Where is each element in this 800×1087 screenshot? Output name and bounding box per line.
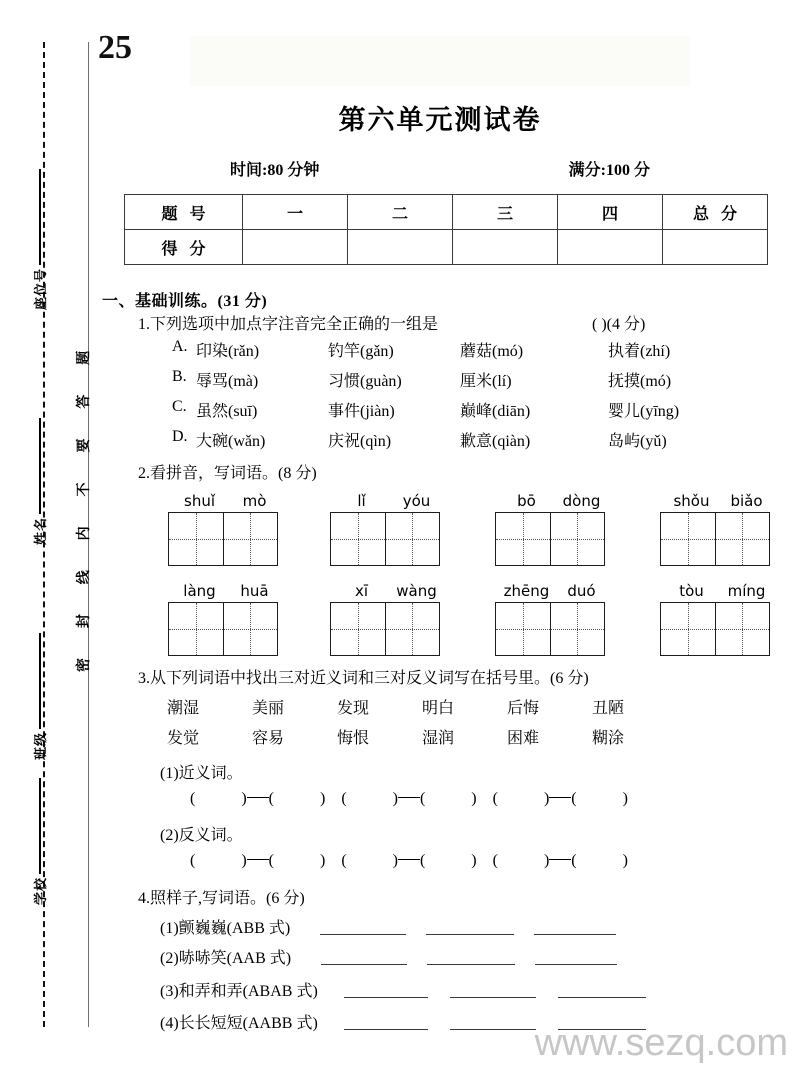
- header-tint-band: [190, 36, 690, 86]
- word-bank-item: 明白: [422, 700, 455, 717]
- option-item: 钓竿(gǎn): [328, 343, 394, 360]
- page-number: 25: [98, 29, 132, 66]
- option-item: 辱骂(mà): [196, 373, 259, 390]
- answer-bracket[interactable]: ( ): [492, 852, 550, 869]
- option-item: 虽然(suī): [196, 403, 258, 420]
- option-item: 岛屿(yǔ): [608, 433, 667, 450]
- pair-dash: [247, 859, 269, 860]
- pinyin-label: [660, 492, 778, 510]
- question-4-number: 4.: [138, 890, 150, 907]
- answer-blank[interactable]: [426, 918, 514, 935]
- score-cell[interactable]: [348, 230, 453, 265]
- pinyin-syllable: bō: [517, 492, 536, 510]
- word-bank-item: 困难: [507, 730, 540, 747]
- question-1-answer-bracket[interactable]: ( ): [592, 316, 607, 333]
- sidebar-field-rule: [39, 169, 41, 265]
- tianzige-boxes[interactable]: [330, 512, 440, 566]
- answer-blank[interactable]: [320, 918, 406, 935]
- option-item: 厘米(lí): [460, 373, 512, 390]
- option-item: 印染(rǎn): [196, 343, 260, 360]
- score-cell[interactable]: [453, 230, 558, 265]
- table-row: [125, 230, 768, 265]
- pinyin-grid-7[interactable]: [495, 582, 613, 656]
- question-3-synonym-answers[interactable]: [190, 790, 628, 808]
- tianzige-boxes[interactable]: [495, 602, 605, 656]
- word-bank-item: 丑陋: [592, 700, 625, 717]
- pattern-label: (4)长长短短(AABB 式): [160, 1015, 318, 1032]
- word-bank-item: 后悔: [507, 700, 540, 717]
- score-table-col-1: 一: [243, 195, 348, 230]
- question-1-option-d[interactable]: [172, 428, 740, 451]
- pinyin-syllable: huā: [240, 582, 269, 600]
- sidebar-field-label: 座位号: [33, 267, 48, 310]
- answer-bracket[interactable]: ( ): [190, 852, 247, 869]
- question-3-sub-2-label: (2)反义词。: [160, 827, 243, 844]
- pinyin-label: [495, 582, 613, 600]
- option-label: A.: [172, 338, 188, 355]
- pinyin-syllable: wàng: [396, 582, 437, 600]
- word-bank-row-1: [167, 695, 677, 718]
- pinyin-grid-8[interactable]: [660, 582, 778, 656]
- question-4-item-1: [160, 915, 616, 938]
- sidebar-field-rule: [39, 418, 41, 514]
- option-item: 蘑菇(mó): [460, 343, 524, 360]
- pinyin-label: [330, 582, 448, 600]
- sidebar-field-name: [30, 418, 49, 545]
- pinyin-syllable: mò: [242, 492, 267, 510]
- option-item: 巅峰(diān): [460, 403, 531, 420]
- question-2-prompt: [138, 460, 317, 483]
- site-watermark: www.sezq.com: [534, 1022, 788, 1064]
- tianzige-cell[interactable]: [550, 603, 604, 655]
- word-bank-row-2: [167, 725, 677, 748]
- score-cell[interactable]: [243, 230, 348, 265]
- question-4-item-3: [160, 978, 646, 1001]
- word-bank-item: 潮湿: [167, 700, 200, 717]
- seal-warning-text: 密 封 线 内 不 要 答 题: [75, 337, 91, 672]
- pinyin-syllable: míng: [727, 582, 766, 600]
- score-table: [124, 194, 768, 265]
- answer-bracket[interactable]: ( ): [341, 790, 398, 807]
- tianzige-cell[interactable]: [385, 603, 439, 655]
- option-label: C.: [172, 398, 187, 415]
- score-cell[interactable]: [558, 230, 663, 265]
- answer-bracket[interactable]: ( ): [190, 790, 247, 807]
- sidebar-field-label: 姓名: [33, 516, 48, 545]
- pinyin-grid-6[interactable]: [330, 582, 448, 656]
- answer-blank[interactable]: [535, 948, 617, 965]
- pinyin-label: [330, 492, 448, 510]
- question-3-text: 从下列词语中找出三对近义词和三对反义词写在括号里。(6 分): [150, 670, 589, 687]
- option-item: 大碗(wǎn): [196, 433, 266, 450]
- question-2-text: 看拼音，写词语。(8 分): [150, 465, 317, 482]
- tianzige-boxes[interactable]: [495, 512, 605, 566]
- option-item: 庆祝(qìn): [328, 433, 392, 450]
- answer-blank[interactable]: [427, 948, 515, 965]
- question-1-number: 1.: [138, 316, 150, 333]
- pinyin-syllable: biǎo: [730, 492, 763, 510]
- question-4-text: 照样子,写词语。(6 分): [150, 890, 305, 907]
- answer-bracket[interactable]: ( ): [419, 852, 477, 869]
- option-label: B.: [172, 368, 187, 385]
- word-bank-item: 美丽: [252, 700, 285, 717]
- tianzige-cell[interactable]: [223, 513, 277, 565]
- question-4-prompt: [138, 885, 305, 908]
- pinyin-syllable: lǐ: [357, 492, 366, 510]
- tianzige-boxes[interactable]: [168, 512, 278, 566]
- page-title: 第六单元测试卷: [338, 105, 542, 135]
- score-table-row-label: 题 号: [125, 195, 243, 230]
- answer-blank[interactable]: [450, 1013, 536, 1030]
- pattern-label: (3)和弄和弄(ABAB 式): [160, 983, 318, 1000]
- option-item: 习惯(guàn): [328, 373, 402, 390]
- word-bank-item: 发现: [337, 700, 370, 717]
- tianzige-cell[interactable]: [331, 513, 385, 565]
- word-bank-item: 容易: [252, 730, 285, 747]
- question-2-number: 2.: [138, 465, 150, 482]
- sidebar-field-school: [30, 778, 49, 905]
- tianzige-boxes[interactable]: [660, 512, 770, 566]
- answer-bracket[interactable]: ( ): [268, 852, 326, 869]
- tianzige-cell[interactable]: [169, 603, 223, 655]
- answer-bracket[interactable]: ( ): [268, 790, 326, 807]
- score-table-col-total: 总 分: [663, 195, 768, 230]
- answer-blank[interactable]: [558, 981, 646, 998]
- word-bank-item: 悔恨: [337, 730, 370, 747]
- pinyin-syllable: zhēng: [503, 582, 550, 600]
- pinyin-grid-2[interactable]: [330, 492, 448, 566]
- question-1-option-c[interactable]: [172, 398, 740, 421]
- pinyin-syllable: dòng: [562, 492, 601, 510]
- tianzige-cell[interactable]: [661, 603, 715, 655]
- sidebar-field-label: 学校: [33, 876, 48, 905]
- answer-bracket[interactable]: ( ): [419, 790, 477, 807]
- sidebar-field-rule: [39, 778, 41, 874]
- question-1-option-a[interactable]: [172, 338, 740, 361]
- sidebar-field-rule: [39, 633, 41, 729]
- tianzige-cell[interactable]: [496, 513, 550, 565]
- tianzige-cell[interactable]: [223, 603, 277, 655]
- pair-dash: [398, 797, 420, 798]
- score-table-col-2: 二: [348, 195, 453, 230]
- sidebar-field-seat-number: [30, 169, 49, 310]
- pinyin-syllable: tòu: [679, 582, 704, 600]
- question-1-text: 下列选项中加点字注音完全正确的一组是: [150, 316, 439, 333]
- pinyin-syllable: duó: [567, 582, 596, 600]
- question-3-prompt: [138, 665, 589, 688]
- pinyin-label: [495, 492, 613, 510]
- pinyin-syllable: xī: [354, 582, 369, 600]
- pair-dash: [247, 797, 269, 798]
- section-heading-1: 一、基础训练。(31 分): [102, 293, 268, 310]
- pinyin-syllable: yóu: [402, 492, 431, 510]
- word-bank-item: 糊涂: [592, 730, 625, 747]
- question-4-item-2: [160, 945, 617, 968]
- word-bank-item: 湿润: [422, 730, 455, 747]
- option-item: 歉意(qiàn): [460, 433, 531, 450]
- score-table-row-label: 得 分: [125, 230, 243, 265]
- tianzige-cell[interactable]: [385, 513, 439, 565]
- option-item: 婴儿(yīng): [608, 403, 680, 420]
- pattern-label: (2)哧哧笑(AAB 式): [160, 950, 292, 967]
- exam-total-score: 满分:100 分: [568, 162, 650, 179]
- pair-dash: [549, 859, 571, 860]
- option-item: 执着(zhí): [608, 343, 671, 360]
- question-1-prompt: [138, 311, 645, 334]
- answer-blank[interactable]: [344, 1013, 428, 1030]
- score-table-col-4: 四: [558, 195, 663, 230]
- pinyin-grid-5[interactable]: [168, 582, 286, 656]
- answer-blank[interactable]: [344, 981, 428, 998]
- pinyin-grid-4[interactable]: [660, 492, 778, 566]
- answer-blank[interactable]: [450, 981, 536, 998]
- tianzige-cell[interactable]: [169, 513, 223, 565]
- pinyin-grid-1[interactable]: [168, 492, 286, 566]
- pinyin-syllable: shuǐ: [184, 492, 215, 510]
- exam-meta: [230, 157, 650, 180]
- pattern-label: (1)颤巍巍(ABB 式): [160, 920, 291, 937]
- pair-dash: [398, 859, 420, 860]
- answer-bracket[interactable]: ( ): [571, 852, 628, 869]
- answer-bracket[interactable]: ( ): [571, 790, 628, 807]
- pinyin-label: [660, 582, 778, 600]
- pinyin-syllable: làng: [183, 582, 216, 600]
- answer-bracket[interactable]: ( ): [341, 852, 398, 869]
- word-bank-item: 发觉: [167, 730, 200, 747]
- question-3-sub-1-label: (1)近义词。: [160, 765, 243, 782]
- tianzige-cell[interactable]: [661, 513, 715, 565]
- tianzige-cell[interactable]: [715, 603, 769, 655]
- option-item: 事件(jiàn): [328, 403, 395, 420]
- question-1-option-b[interactable]: [172, 368, 740, 391]
- sidebar-field-class: [30, 633, 49, 760]
- sidebar-field-label: 班级: [33, 731, 48, 760]
- answer-blank[interactable]: [534, 918, 616, 935]
- tianzige-boxes[interactable]: [660, 602, 770, 656]
- table-row: [125, 195, 768, 230]
- score-table-col-3: 三: [453, 195, 558, 230]
- pinyin-grid-3[interactable]: [495, 492, 613, 566]
- pair-dash: [549, 797, 571, 798]
- tianzige-cell[interactable]: [550, 513, 604, 565]
- tianzige-cell[interactable]: [715, 513, 769, 565]
- question-1-points: (4 分): [606, 316, 646, 333]
- exam-duration: 时间:80 分钟: [230, 162, 320, 179]
- tianzige-cell[interactable]: [496, 603, 550, 655]
- score-cell[interactable]: [663, 230, 768, 265]
- option-item: 抚摸(mó): [608, 373, 672, 390]
- option-label: D.: [172, 428, 188, 445]
- answer-bracket[interactable]: ( ): [492, 790, 550, 807]
- question-3-antonym-answers[interactable]: [190, 852, 628, 870]
- tianzige-cell[interactable]: [331, 603, 385, 655]
- pinyin-label: [168, 492, 286, 510]
- question-3-number: 3.: [138, 670, 150, 687]
- tianzige-boxes[interactable]: [168, 602, 278, 656]
- pinyin-label: [168, 582, 286, 600]
- tianzige-boxes[interactable]: [330, 602, 440, 656]
- pinyin-syllable: shǒu: [673, 492, 710, 510]
- answer-blank[interactable]: [321, 948, 407, 965]
